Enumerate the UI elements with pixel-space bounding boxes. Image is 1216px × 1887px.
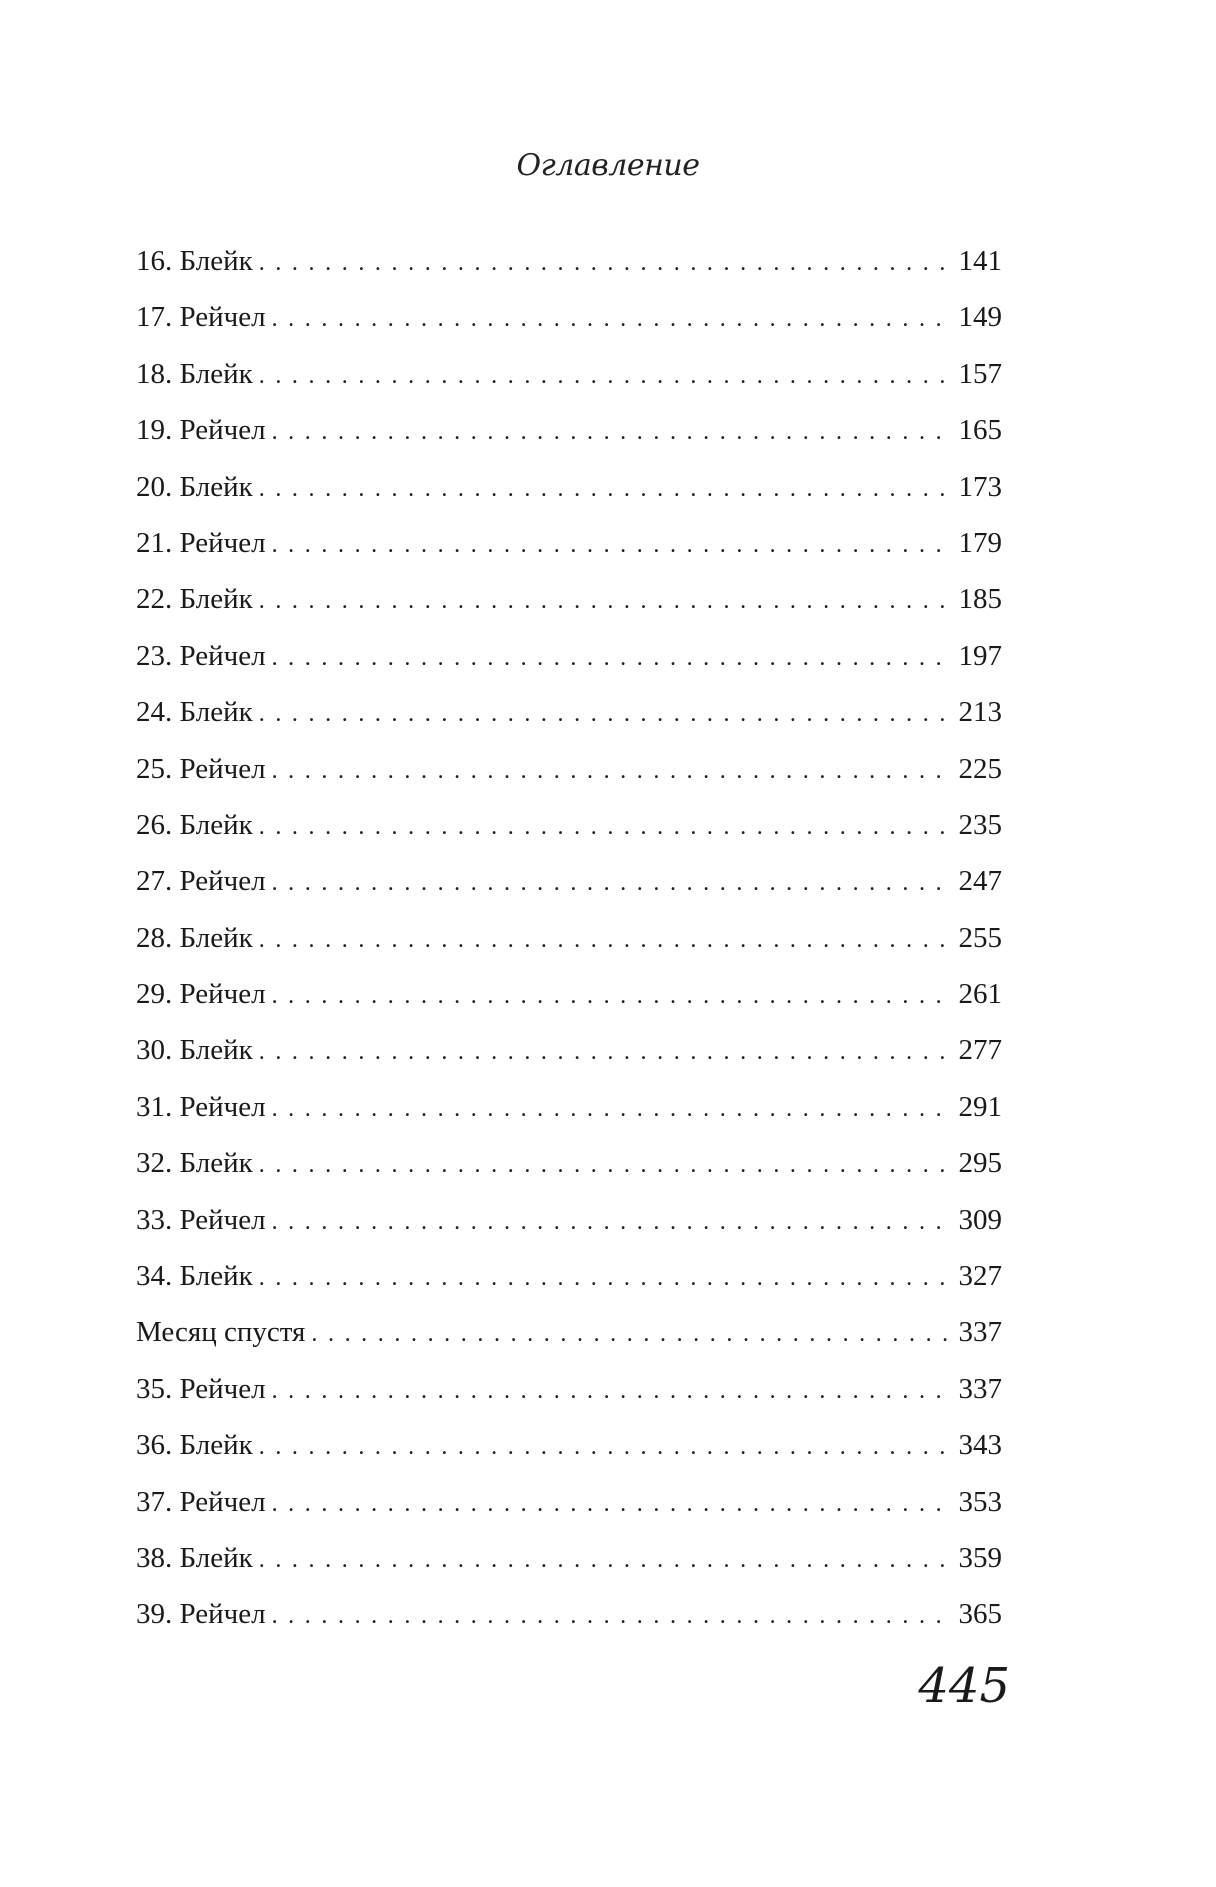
- toc-entry-title: 36. Блейк: [136, 1429, 253, 1462]
- toc-entry: [136, 515, 1002, 571]
- toc-dot-leader: [259, 1137, 949, 1193]
- toc-entry-page: 225: [958, 752, 1002, 785]
- toc-entry: [136, 1530, 1002, 1586]
- toc-entry: [136, 1304, 1002, 1360]
- toc-entry-page: 173: [958, 470, 1002, 503]
- toc-dot-leader: [259, 799, 949, 855]
- toc-dot-leader: [272, 855, 949, 911]
- toc-entry: [136, 233, 1002, 289]
- toc-entry-title: 30. Блейк: [136, 1034, 253, 1067]
- toc-entry-title: 27. Рейчел: [136, 865, 266, 898]
- toc-dot-leader: [272, 630, 949, 686]
- toc-entry-page: 327: [958, 1260, 1002, 1293]
- toc-dot-leader: [272, 1194, 949, 1250]
- toc-entry-page: 337: [958, 1372, 1002, 1405]
- toc-dot-leader: [259, 235, 949, 291]
- toc-entry: [136, 346, 1002, 402]
- toc-entry-title: 31. Рейчел: [136, 1090, 266, 1123]
- toc-entry-page: 291: [958, 1090, 1002, 1123]
- toc-entry-title: 32. Блейк: [136, 1147, 253, 1180]
- toc-entry-title: 39. Рейчел: [136, 1598, 266, 1631]
- toc-entry-page: 149: [958, 301, 1002, 334]
- toc-entry-title: 26. Блейк: [136, 808, 253, 841]
- toc-entry: [136, 1474, 1002, 1530]
- toc-dot-leader: [259, 1024, 949, 1080]
- toc-entry-page: 261: [958, 978, 1002, 1011]
- toc-dot-leader: [272, 1476, 949, 1532]
- toc-entry-page: 343: [958, 1429, 1002, 1462]
- toc-entry-title: 22. Блейк: [136, 583, 253, 616]
- toc-dot-leader: [259, 1419, 949, 1475]
- toc-entry: [136, 289, 1002, 345]
- toc-entry-title: 38. Блейк: [136, 1541, 253, 1574]
- toc-entry-title: 29. Рейчел: [136, 978, 266, 1011]
- toc-dot-leader: [311, 1306, 948, 1362]
- toc-entry: [136, 741, 1002, 797]
- toc-entry: [136, 1417, 1002, 1473]
- running-head: Оглавление: [516, 148, 700, 183]
- toc-dot-leader: [272, 291, 949, 347]
- toc-entry: [136, 571, 1002, 627]
- toc-entry-title: 20. Блейк: [136, 470, 253, 503]
- toc-entry-title: 34. Блейк: [136, 1260, 253, 1293]
- toc-entry-page: 255: [958, 921, 1002, 954]
- toc-dot-leader: [259, 348, 949, 404]
- toc-entry: [136, 1248, 1002, 1304]
- toc-entry-page: 197: [958, 639, 1002, 672]
- toc-dot-leader: [259, 912, 949, 968]
- toc-entry-page: 185: [958, 583, 1002, 616]
- toc-entry: [136, 1022, 1002, 1078]
- toc-entry-title: Месяц спустя: [136, 1316, 306, 1349]
- toc-entry-page: 337: [958, 1316, 1002, 1349]
- toc-dot-leader: [272, 743, 949, 799]
- toc-entry-page: 295: [958, 1147, 1002, 1180]
- toc-dot-leader: [272, 968, 949, 1024]
- toc-entry: [136, 628, 1002, 684]
- toc-entry-page: 277: [958, 1034, 1002, 1067]
- toc-entry: [136, 684, 1002, 740]
- toc-entry: [136, 797, 1002, 853]
- toc-dot-leader: [259, 1250, 949, 1306]
- toc-entry: [136, 1192, 1002, 1248]
- page-number: 445: [918, 1658, 1010, 1714]
- toc-entry: [136, 910, 1002, 966]
- toc-entry-page: 213: [958, 696, 1002, 729]
- toc-entry-page: 165: [958, 414, 1002, 447]
- toc-entry-page: 359: [958, 1541, 1002, 1574]
- toc-entry-page: 157: [958, 357, 1002, 390]
- toc-entry-title: 19. Рейчел: [136, 414, 266, 447]
- toc-dot-leader: [272, 404, 949, 460]
- toc-entry-title: 25. Рейчел: [136, 752, 266, 785]
- toc-dot-leader: [272, 517, 949, 573]
- toc-dot-leader: [272, 1588, 949, 1644]
- toc-entry-page: 247: [958, 865, 1002, 898]
- toc-entry-title: 18. Блейк: [136, 357, 253, 390]
- toc-dot-leader: [272, 1363, 949, 1419]
- table-of-contents: [136, 233, 1002, 1643]
- toc-entry: [136, 1079, 1002, 1135]
- toc-entry-page: 141: [958, 245, 1002, 277]
- toc-dot-leader: [272, 1081, 949, 1137]
- toc-entry: [136, 1586, 1002, 1642]
- toc-entry: [136, 459, 1002, 515]
- toc-entry-title: 28. Блейк: [136, 921, 253, 954]
- toc-entry: [136, 966, 1002, 1022]
- toc-entry-title: 23. Рейчел: [136, 639, 266, 672]
- toc-entry-page: 179: [958, 526, 1002, 559]
- toc-entry: [136, 1135, 1002, 1191]
- toc-dot-leader: [259, 461, 949, 517]
- toc-entry-title: 24. Блейк: [136, 696, 253, 729]
- toc-entry-title: 37. Рейчел: [136, 1485, 266, 1518]
- toc-entry-page: 365: [958, 1598, 1002, 1631]
- toc-entry: [136, 1361, 1002, 1417]
- toc-entry-title: 21. Рейчел: [136, 526, 266, 559]
- toc-entry-page: 235: [958, 808, 1002, 841]
- toc-dot-leader: [259, 573, 949, 629]
- toc-entry-title: 17. Рейчел: [136, 301, 266, 334]
- toc-dot-leader: [259, 686, 949, 742]
- toc-dot-leader: [259, 1532, 949, 1588]
- toc-entry-page: 353: [958, 1485, 1002, 1518]
- toc-entry-title: 16. Блейк: [136, 245, 253, 277]
- toc-entry-title: 33. Рейчел: [136, 1203, 266, 1236]
- toc-entry: [136, 853, 1002, 909]
- toc-entry: [136, 402, 1002, 458]
- toc-entry-page: 309: [958, 1203, 1002, 1236]
- toc-entry-title: 35. Рейчел: [136, 1372, 266, 1405]
